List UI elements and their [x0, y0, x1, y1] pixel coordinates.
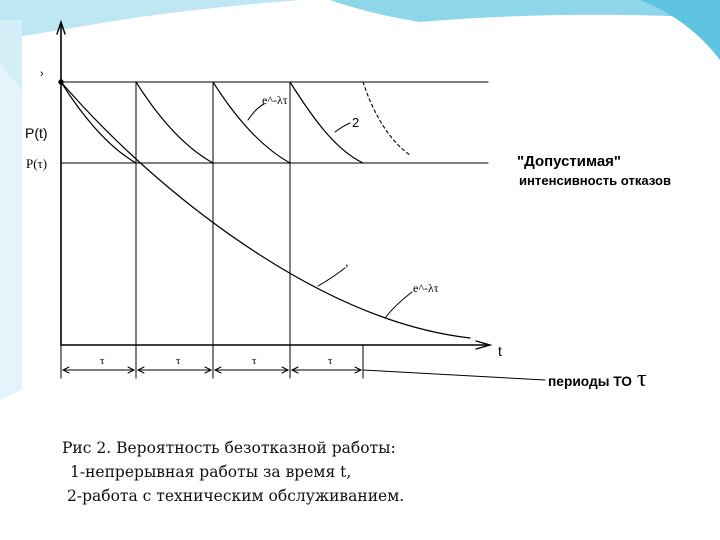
- curve-1-continuous: [61, 82, 470, 338]
- curve-2-segment-2: [136, 82, 213, 163]
- y-label-mid: P(τ): [26, 156, 48, 171]
- period-label-3: τ: [252, 355, 257, 367]
- period-dimension-4: [292, 367, 361, 373]
- y-tick-mark: ›: [40, 68, 44, 80]
- curve-2-segment-5-dashed: [363, 82, 410, 155]
- caption-line-title: Рис 2. Вероятность безотказной работы:: [62, 439, 396, 457]
- caption-line-curve-2: 2-работа с техническим обслуживанием.: [67, 487, 405, 505]
- periods-caption: периоды ТО: [548, 373, 633, 389]
- period-dimension-2: [138, 367, 211, 373]
- exp-label-bottom: e^-λτ: [413, 281, 439, 295]
- curve-2-label: 2: [352, 115, 360, 130]
- periods-leader-line: [363, 370, 545, 380]
- periods-tau-symbol: τ: [637, 366, 647, 392]
- period-dimension-3: [215, 367, 288, 373]
- figure-caption: [62, 436, 662, 508]
- leader-curve1: [318, 268, 345, 286]
- leader-exp-bottom: [385, 292, 412, 318]
- exp-label-top: e^-λτ: [262, 93, 288, 107]
- allowed-rate-line-1: "Допустимая": [517, 153, 621, 170]
- period-label-2: τ: [176, 355, 181, 367]
- allowed-rate-line-2: интенсивность отказов: [519, 173, 672, 188]
- caption-line-curve-1: 1-непрерывная работы за время t,: [70, 463, 352, 481]
- x-axis-label: t: [498, 343, 502, 359]
- period-label-4: τ: [328, 355, 333, 367]
- period-dimension-1: [63, 367, 134, 373]
- y-label-top: P(t): [25, 125, 48, 141]
- curve-1-label: ,: [345, 254, 349, 269]
- period-label-1: τ: [100, 355, 105, 367]
- leader-curve2: [335, 123, 350, 132]
